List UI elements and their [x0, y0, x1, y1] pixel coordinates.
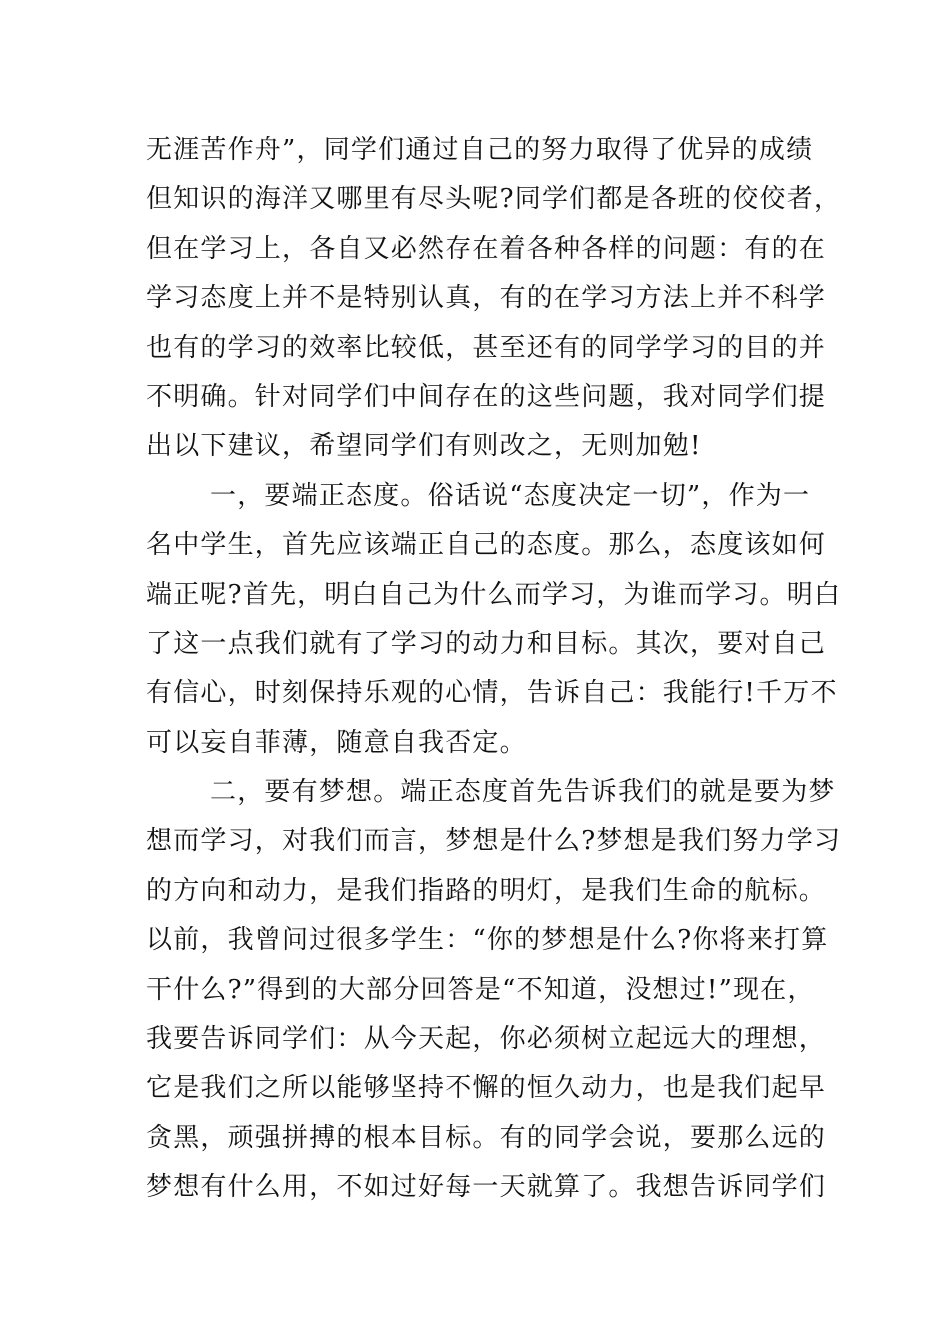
paragraph-start-line: 二，要有梦想。端正态度首先告诉我们的就是要为梦 [210, 777, 836, 808]
text-line: 我要告诉同学们：从今天起，你必须树立起远大的理想， [146, 1024, 827, 1055]
text-line: 可以妄自菲薄，随意自我否定。 [146, 727, 527, 758]
text-line: 端正呢?首先，明白自己为什么而学习，为谁而学习。明白 [146, 579, 842, 610]
paragraph-start-line: 一，要端正态度。俗话说“态度决定一切”，作为一 [210, 480, 811, 511]
text-line: 想而学习，对我们而言，梦想是什么?梦想是我们努力学习 [146, 826, 842, 857]
text-line: 它是我们之所以能够坚持不懈的恒久动力，也是我们起早 [146, 1073, 827, 1104]
text-line: 出以下建议，希望同学们有则改之，无则加勉! [146, 431, 702, 462]
text-line: 以前，我曾问过很多学生：“你的梦想是什么?你将来打算 [146, 925, 829, 956]
text-line: 学习态度上并不是特别认真，有的在学习方法上并不科学 [146, 283, 827, 314]
text-line: 名中学生，首先应该端正自己的态度。那么，态度该如何 [146, 530, 827, 561]
text-line: 无涯苦作舟”，同学们通过自己的努力取得了优异的成绩 [146, 135, 814, 165]
text-line: 梦想有什么用，不如过好每一天就算了。我想告诉同学们 [146, 1172, 827, 1203]
text-line: 也有的学习的效率比较低，甚至还有的同学学习的目的并 [146, 332, 827, 363]
body-text [146, 126, 842, 1213]
text-line: 了这一点我们就有了学习的动力和目标。其次，要对自己 [146, 628, 827, 659]
text-line: 但知识的海洋又哪里有尽头呢?同学们都是各班的佼佼者， [146, 184, 842, 215]
text-line: 有信心，时刻保持乐观的心情，告诉自己：我能行!千万不 [146, 678, 838, 709]
text-line: 贪黑，顽强拼搏的根本目标。有的同学会说，要那么远的 [146, 1122, 827, 1153]
text-line: 但在学习上，各自又必然存在着各种各样的问题：有的在 [146, 233, 827, 264]
text-line: 的方向和动力，是我们指路的明灯，是我们生命的航标。 [146, 875, 827, 906]
text-line: 干什么?”得到的大部分回答是“不知道，没想过!”现在， [146, 974, 815, 1005]
text-line: 不明确。针对同学们中间存在的这些问题，我对同学们提 [146, 381, 827, 412]
